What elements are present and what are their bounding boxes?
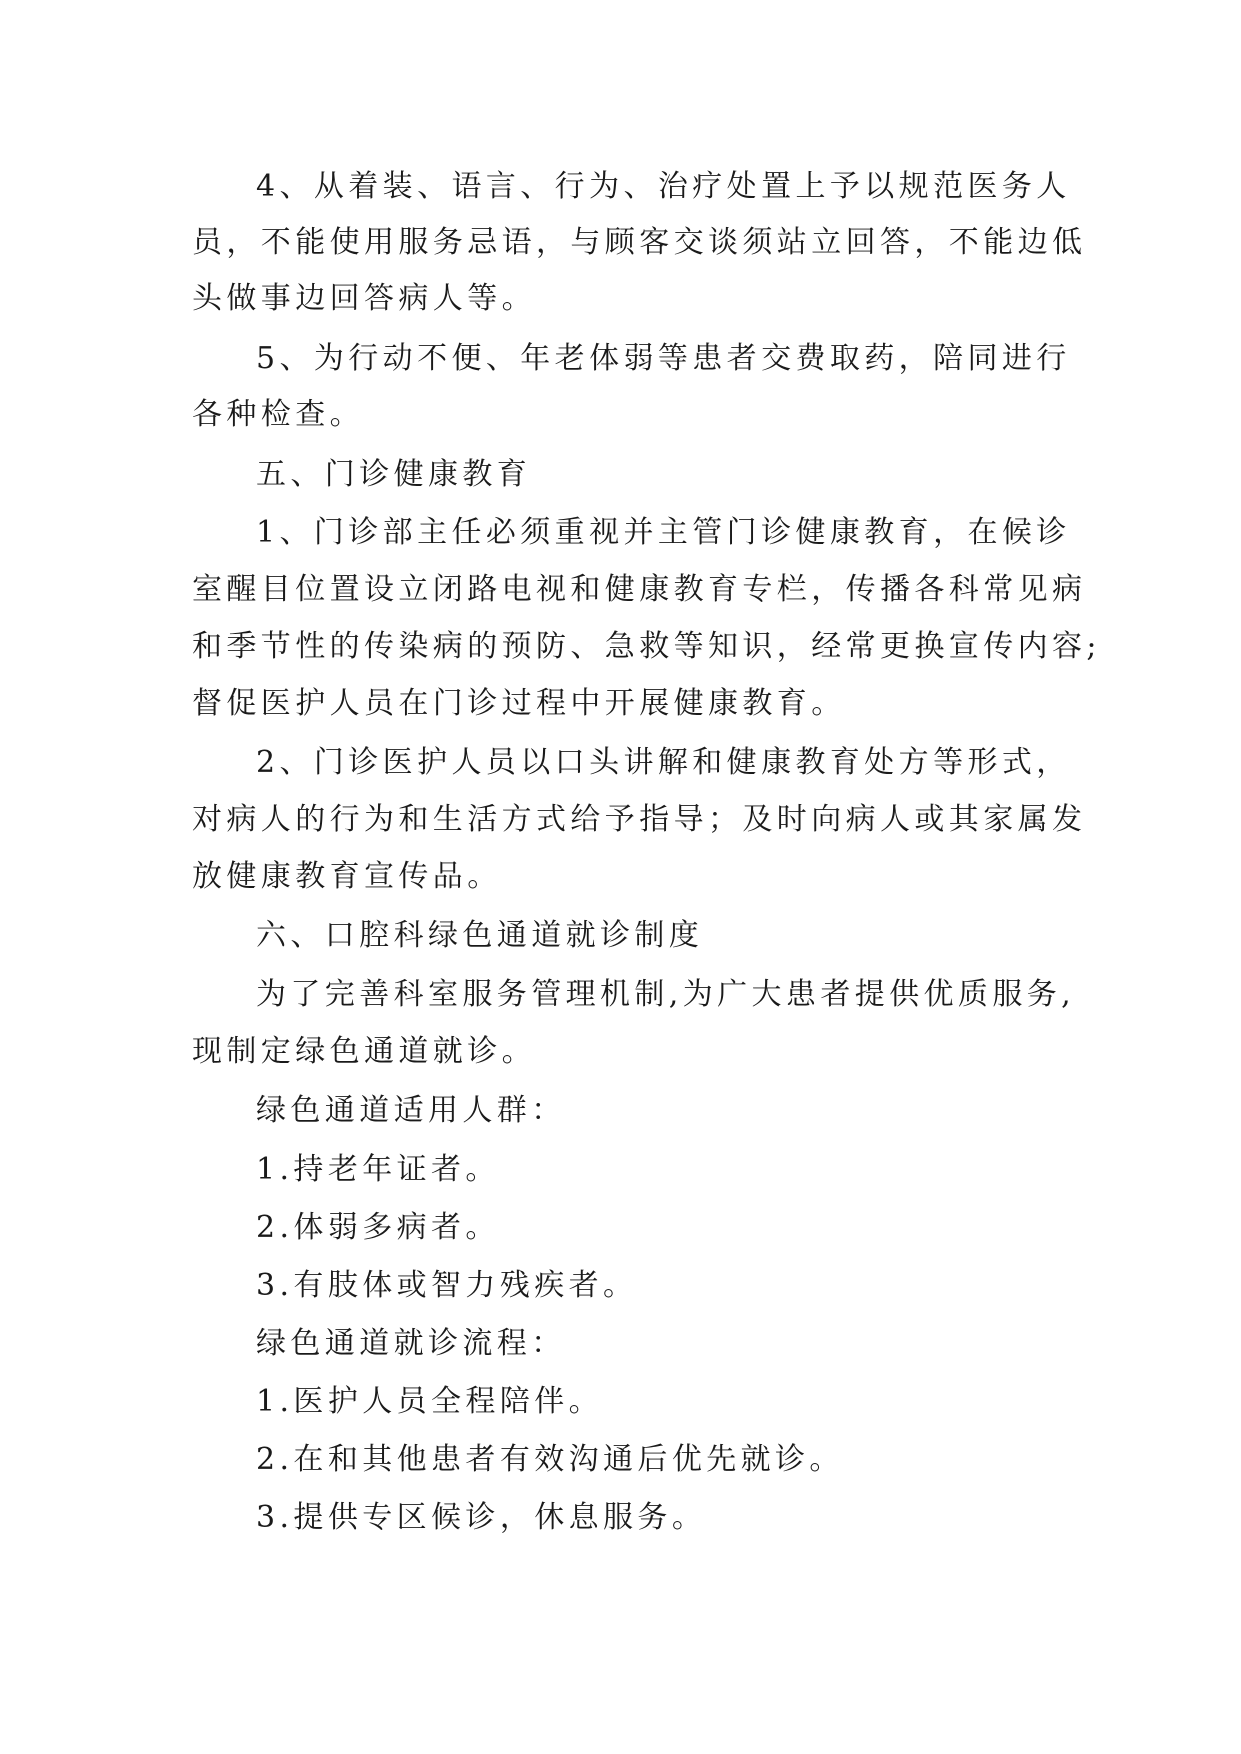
- paragraph-line: 现制定绿色通道就诊。: [192, 1034, 536, 1069]
- section-heading: 六、口腔科绿色通道就诊制度: [256, 918, 704, 953]
- paragraph-line: 绿色通道适用人群：: [256, 1093, 566, 1128]
- list-item: 2.在和其他患者有效沟通后优先就诊。: [256, 1442, 844, 1477]
- paragraph-line: 各种检查。: [192, 397, 364, 432]
- list-item: 3.有肢体或智力残疾者。: [256, 1268, 638, 1303]
- paragraph-line: 放健康教育宣传品。: [192, 859, 502, 894]
- list-item: 1.持老年证者。: [256, 1152, 500, 1187]
- paragraph-line: 5、为行动不便、年老体弱等患者交费取药，陪同进行: [256, 341, 1071, 376]
- paragraph-line: 对病人的行为和生活方式给予指导；及时向病人或其家属发: [192, 802, 1087, 837]
- paragraph-line: 1、门诊部主任必须重视并主管门诊健康教育，在候诊: [256, 515, 1071, 550]
- list-item: 3.提供专区候诊，休息服务。: [256, 1500, 707, 1535]
- paragraph-line: 绿色通道就诊流程：: [256, 1326, 566, 1361]
- section-heading: 五、门诊健康教育: [256, 457, 532, 492]
- paragraph-line: 4、从着装、语言、行为、治疗处置上予以规范医务人: [256, 169, 1071, 204]
- paragraph-line: 员，不能使用服务忌语，与顾客交谈须站立回答，不能边低: [192, 225, 1087, 260]
- paragraph-line: 2、门诊医护人员以口头讲解和健康教育处方等形式，: [256, 745, 1071, 780]
- paragraph-line: 督促医护人员在门诊过程中开展健康教育。: [192, 686, 846, 721]
- paragraph-line: 和季节性的传染病的预防、急救等知识，经常更换宣传内容;: [192, 629, 1101, 664]
- paragraph-line: 头做事边回答病人等。: [192, 281, 536, 316]
- list-item: 1.医护人员全程陪伴。: [256, 1384, 604, 1419]
- paragraph-line: 室醒目位置设立闭路电视和健康教育专栏，传播各科常见病: [192, 572, 1087, 607]
- paragraph-line: 为了完善科室服务管理机制,为广大患者提供优质服务,: [256, 977, 1076, 1012]
- list-item: 2.体弱多病者。: [256, 1210, 500, 1245]
